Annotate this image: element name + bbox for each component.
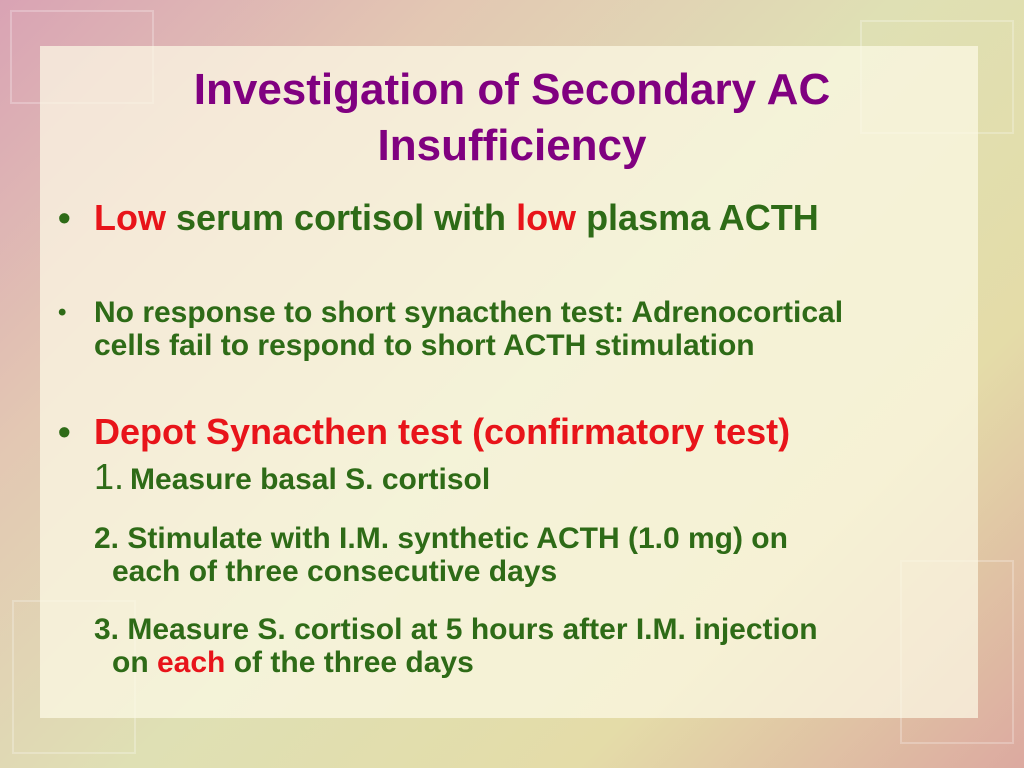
emphasis-low: low: [516, 197, 577, 238]
text-segment: on: [112, 646, 157, 679]
bullet-dot: •: [58, 411, 71, 452]
slide-title: [0, 62, 1024, 174]
bullet-depot-synacthen: [58, 410, 790, 454]
bullet-low-cortisol: [58, 196, 819, 240]
step-1-text: Measure basal S. cortisol: [130, 463, 491, 496]
step-3-line-2: [94, 646, 818, 679]
emphasis-each: each: [157, 646, 226, 679]
title-line-1: Investigation of Secondary AC: [193, 65, 831, 114]
emphasis-low: Low: [94, 197, 166, 238]
bullet-text: [94, 296, 843, 362]
step-3: [94, 613, 818, 679]
title-line-2: Insufficiency: [377, 121, 647, 170]
bullet-line-1: No response to short synacthen test: Adrenocortical: [94, 296, 844, 329]
text-segment: serum cortisol with: [165, 197, 517, 238]
step-1: [94, 456, 491, 497]
bullet-text: [94, 196, 819, 240]
step-2-line-1: 2. Stimulate with I.M. synthetic ACTH (1.0 mg) on: [94, 522, 788, 555]
bullet-line-2: cells fail to respond to short ACTH stimulation: [94, 329, 755, 362]
step-3-line-1: 3. Measure S. cortisol at 5 hours after I.M. injection: [94, 613, 818, 646]
text-segment: of the three days: [225, 646, 474, 679]
bullet-no-response: [58, 296, 843, 362]
text-segment: plasma ACTH: [576, 197, 819, 238]
step-2: [94, 522, 788, 588]
step-2-line-2: each of three consecutive days: [112, 555, 558, 588]
step-1-number: 1.: [94, 456, 125, 497]
bullet-text: Depot Synacthen test (confirmatory test): [94, 411, 791, 452]
bullet-dot: •: [58, 299, 67, 326]
bullet-dot: •: [58, 197, 71, 238]
